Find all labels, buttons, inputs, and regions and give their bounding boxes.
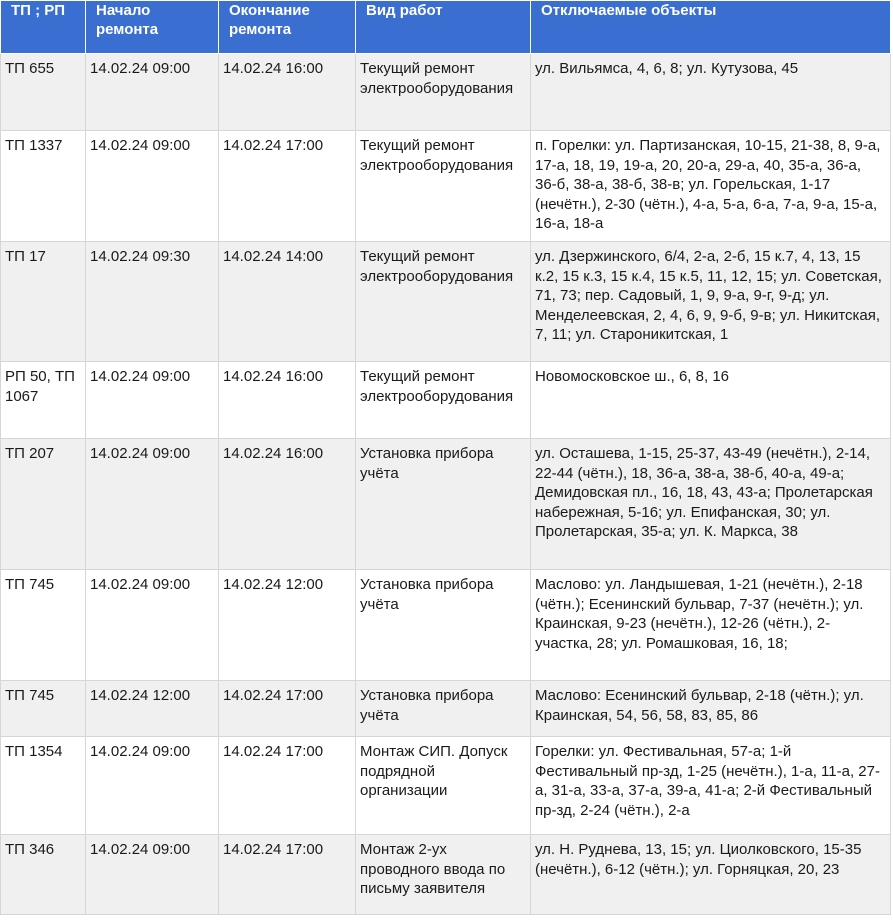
cell-end: 14.02.24 17:00 xyxy=(219,835,356,915)
cell-end: 14.02.24 17:00 xyxy=(219,131,356,242)
cell-substation: ТП 745 xyxy=(1,570,86,681)
cell-objects: Новомосковское ш., 6, 8, 16 xyxy=(531,362,891,439)
cell-work-type: Текущий ремонт электрооборудования xyxy=(356,54,531,131)
column-header-objects: Отключаемые объекты xyxy=(531,1,891,54)
table-header-row xyxy=(1,1,891,54)
cell-end: 14.02.24 14:00 xyxy=(219,242,356,362)
cell-work-type: Установка прибора учёта xyxy=(356,439,531,570)
table-row xyxy=(1,362,891,439)
cell-work-type: Установка прибора учёта xyxy=(356,681,531,737)
cell-start: 14.02.24 12:00 xyxy=(86,681,219,737)
cell-end: 14.02.24 16:00 xyxy=(219,54,356,131)
cell-objects: ул. Дзержинского, 6/4, 2-а, 2-б, 15 к.7, 4, 13, 15 к.2, 15 к.3, 15 к.4, 15 к.5, 11, 12, 15; ул. Советская, 71, 73; пер. Садовый, 1, 9, 9-а, 9-г, 9-д; ул. Менделеевская, 2, 4, 6, 9, 9-б, 9-в; ул. Никитская, 7, 11; ул. Староникитская, 1 xyxy=(531,242,891,362)
cell-substation: ТП 1354 xyxy=(1,737,86,835)
cell-start: 14.02.24 09:00 xyxy=(86,362,219,439)
cell-substation: РП 50, ТП 1067 xyxy=(1,362,86,439)
cell-end: 14.02.24 17:00 xyxy=(219,737,356,835)
cell-substation: ТП 17 xyxy=(1,242,86,362)
cell-work-type: Монтаж СИП. Допуск подрядной организации xyxy=(356,737,531,835)
column-header-start: Начало ремонта xyxy=(86,1,219,54)
cell-substation: ТП 1337 xyxy=(1,131,86,242)
column-header-substation: ТП ; РП xyxy=(1,1,86,54)
cell-substation: ТП 655 xyxy=(1,54,86,131)
cell-objects: Маслово: Есенинский бульвар, 2-18 (чётн.); ул. Краинская, 54, 56, 58, 83, 85, 86 xyxy=(531,681,891,737)
cell-end: 14.02.24 16:00 xyxy=(219,362,356,439)
column-header-work-type: Вид работ xyxy=(356,1,531,54)
table-row xyxy=(1,54,891,131)
cell-work-type: Текущий ремонт электрооборудования xyxy=(356,362,531,439)
cell-substation: ТП 346 xyxy=(1,835,86,915)
cell-start: 14.02.24 09:00 xyxy=(86,439,219,570)
table-row xyxy=(1,835,891,915)
cell-objects: п. Горелки: ул. Партизанская, 10-15, 21-38, 8, 9-а, 17-а, 18, 19, 19-а, 20, 20-а, 29-а, 40, 35-а, 36-а, 36-б, 38-а, 38-б, 38-в; ул. Горельская, 1-17 (нечётн.), 2-30 (чётн.), 4-а, 5-а, 6-а, 7-а, 9-а, 15-а, 16-а, 18-а xyxy=(531,131,891,242)
cell-start: 14.02.24 09:00 xyxy=(86,54,219,131)
table-row xyxy=(1,439,891,570)
cell-start: 14.02.24 09:00 xyxy=(86,131,219,242)
column-header-end: Окончание ремонта xyxy=(219,1,356,54)
cell-end: 14.02.24 17:00 xyxy=(219,681,356,737)
cell-work-type: Монтаж 2-ух проводного ввода по письму заявителя xyxy=(356,835,531,915)
table-row xyxy=(1,131,891,242)
cell-objects: ул. Вильямса, 4, 6, 8; ул. Кутузова, 45 xyxy=(531,54,891,131)
table-row xyxy=(1,681,891,737)
cell-objects: Горелки: ул. Фестивальная, 57-а; 1-й Фестивальный пр-зд, 1-25 (нечётн.), 1-а, 11-а, 27-а, 31-а, 33-а, 37-а, 39-а, 41-а; 2-й Фестивальный пр-зд, 2-24 (чётн.), 2-а xyxy=(531,737,891,835)
table-row xyxy=(1,737,891,835)
cell-end: 14.02.24 12:00 xyxy=(219,570,356,681)
cell-objects: Маслово: ул. Ландышевая, 1-21 (нечётн.), 2-18 (чётн.); Есенинский бульвар, 7-37 (нечётн.); ул. Краинская, 9-23 (нечётн.), 12-26 (чётн.), 2-участка, 28; ул. Ромашковая, 16, 18; xyxy=(531,570,891,681)
table-row xyxy=(1,570,891,681)
cell-substation: ТП 207 xyxy=(1,439,86,570)
cell-start: 14.02.24 09:00 xyxy=(86,835,219,915)
cell-work-type: Текущий ремонт электрооборудования xyxy=(356,242,531,362)
cell-objects: ул. Н. Руднева, 13, 15; ул. Циолковского, 15-35 (нечётн.), 6-12 (чётн.); ул. Горняцкая, 20, 23 xyxy=(531,835,891,915)
cell-start: 14.02.24 09:00 xyxy=(86,570,219,681)
table-row xyxy=(1,242,891,362)
cell-start: 14.02.24 09:00 xyxy=(86,737,219,835)
cell-objects: ул. Осташева, 1-15, 25-37, 43-49 (нечётн.), 2-14, 22-44 (чётн.), 18, 36-а, 38-а, 38-б, 40-а, 49-а; Демидовская пл., 16, 18, 43, 43-а; Пролетарская набережная, 5-16; ул. Епифанская, 30; ул. Пролетарская, 35-а; ул. К. Маркса, 38 xyxy=(531,439,891,570)
cell-substation: ТП 745 xyxy=(1,681,86,737)
cell-work-type: Текущий ремонт электрооборудования xyxy=(356,131,531,242)
cell-start: 14.02.24 09:30 xyxy=(86,242,219,362)
cell-work-type: Установка прибора учёта xyxy=(356,570,531,681)
cell-end: 14.02.24 16:00 xyxy=(219,439,356,570)
